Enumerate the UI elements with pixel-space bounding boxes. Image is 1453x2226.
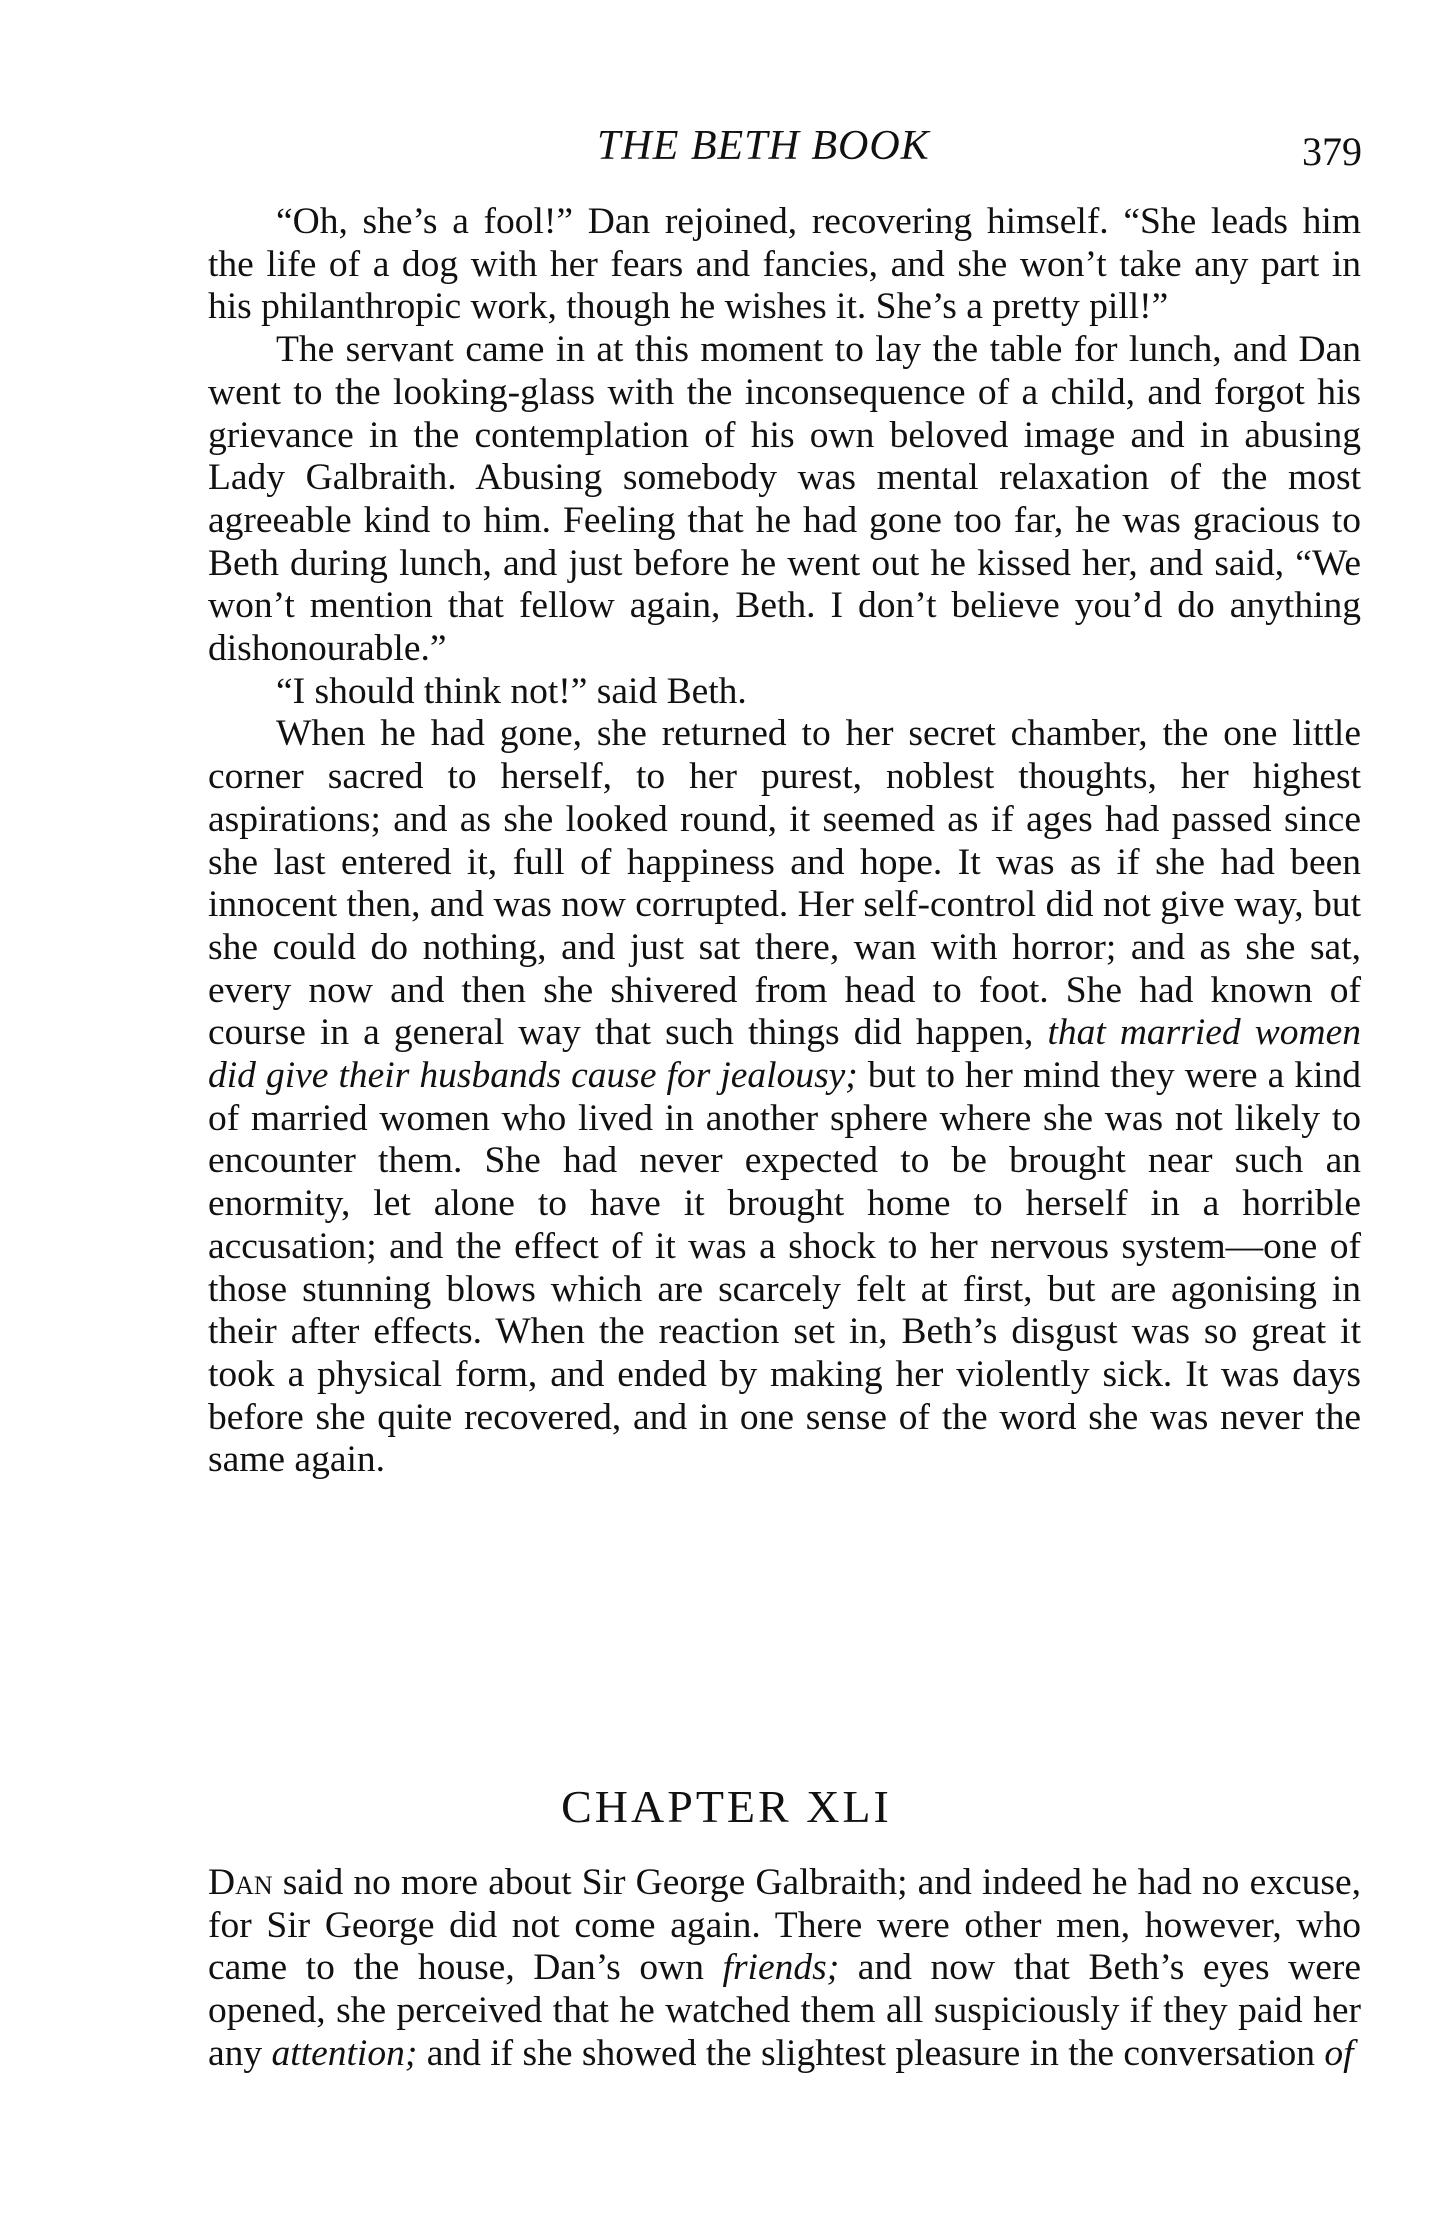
page-number: 379 xyxy=(1302,129,1362,174)
chapter-text xyxy=(208,1862,1361,2076)
paragraph-text: and now that Beth’s eyes were opened, she perceived that he watched them all suspiciously if they paid her any xyxy=(208,1947,1361,2074)
chapter-opening-word: Dan xyxy=(208,1862,273,1903)
paragraph-text: When he had gone, she returned to her secret chamber, the one little corner sacred to herself, to her purest, noblest thoughts, her highest aspirations; and as she looked round, it seemed as if ages had passed since she last entered it, full of happiness and hope. It was as if she had been innocent then, and was now corrupted. Her self-control did not give way, but she could do nothing, and just sat there, wan with horror; and as she sat, every now and then she shivered from head to foot. She had known of course in a general way that such things did happen, xyxy=(208,713,1361,1054)
italic-phrase: of xyxy=(1324,2032,1354,2074)
page-header xyxy=(0,118,1453,178)
italic-phrase: attention; xyxy=(271,2032,418,2074)
running-title: THE BETH BOOK xyxy=(597,123,930,169)
paragraph: The servant came in at this moment to lay the table for lunch, and Dan went to the looking-glass with the inconsequence of a child, and forgot his grievance in the contemplation of his own beloved image and in abusing Lady Galbraith. Abusing somebody was mental relaxation of the most agreeable kind to him. Feeling that he had gone too far, he was gracious to Beth during lunch, and just before he went out he kissed her, and said, “We won’t mention that fellow again, Beth. I don’t believe you’d do anything dishonourable.” xyxy=(208,329,1361,670)
body-text xyxy=(208,201,1361,1482)
paragraph-text: but to her mind they were a kind of married women who lived in another sphere where she was not likely to encounter them. She had never expected to be brought near such an enormity, let alone to have it brought home to herself in a horrible accusation; and the effect of it was a shock to her nervous system—one of those stunning blows which are scarcely felt at first, but are agonising in their after effects. When the reaction set in, Beth’s disgust was so great it took a physical form, and ended by making her violently sick. It was days before she quite recovered, and in one sense of the word she was never the same again. xyxy=(208,1055,1361,1481)
paragraph-text: said no more about Sir George Galbraith; and indeed he had no excuse, for Sir George did not come again. There were other men, however, who came to the house, Dan’s own xyxy=(208,1862,1361,1989)
paragraph: “I should think not!” said Beth. xyxy=(276,670,747,712)
paragraph xyxy=(208,1862,1361,2076)
chapter-heading: CHAPTER XLI xyxy=(561,1781,892,1832)
italic-phrase: that married women did give their husbands cause for jealousy; xyxy=(208,1012,1361,1097)
paragraph xyxy=(208,713,1361,1482)
paragraph: “Oh, she’s a fool!” Dan rejoined, recovering himself. “She leads him the life of a dog with her fears and fancies, and she won’t take any part in his philanthropic work, though he wishes it. She’s a pretty pill!” xyxy=(208,201,1361,328)
paragraph-text: and if she showed the slightest pleasure in the conversation xyxy=(417,2032,1325,2074)
italic-phrase: friends; xyxy=(722,1947,840,1989)
